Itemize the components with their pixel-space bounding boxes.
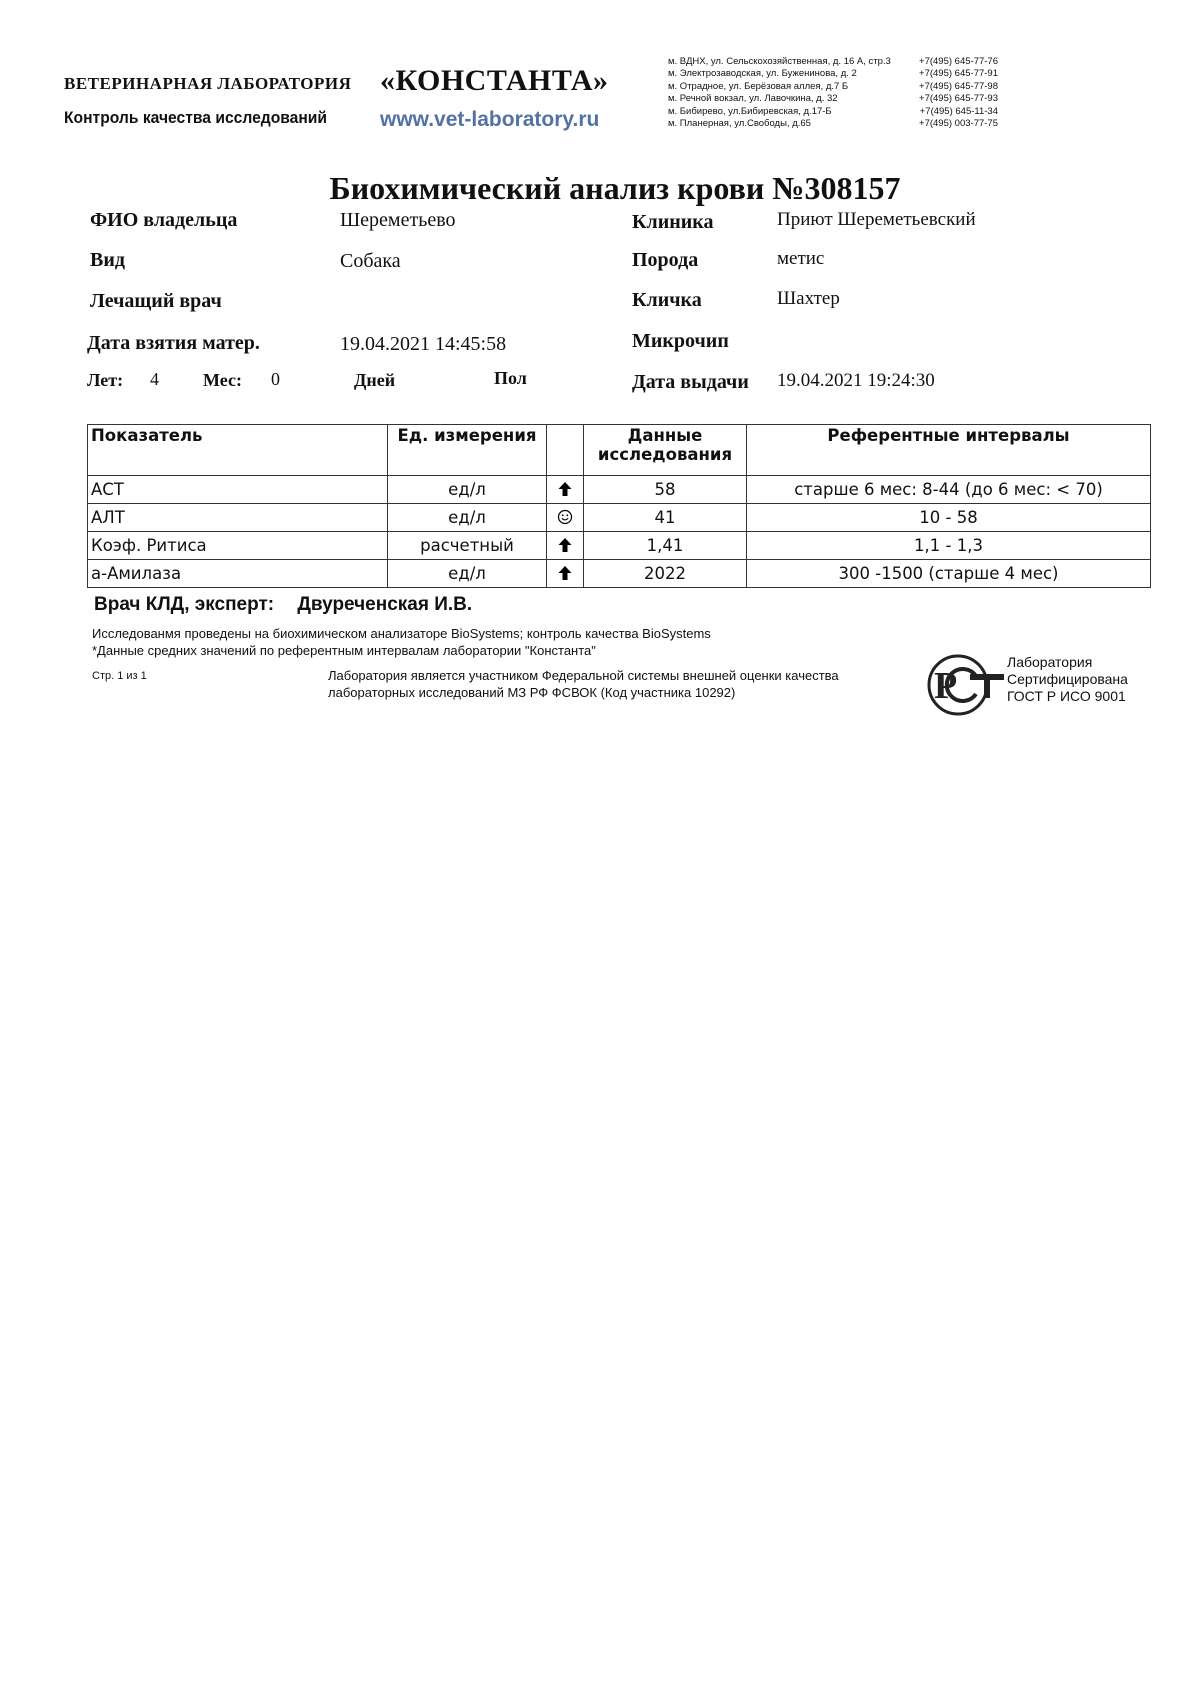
- table-row: [88, 532, 1151, 560]
- reference-note: *Данные средних значений по референтным интервалам лаборатории "Константа": [92, 643, 596, 658]
- lab-website-link[interactable]: www.vet-laboratory.ru: [380, 108, 600, 131]
- owner-label: ФИО владельца: [90, 209, 238, 231]
- cell-result: 2022: [584, 560, 747, 588]
- species-value: Собака: [340, 250, 401, 272]
- lab-name: ВЕТЕРИНАРНАЯ ЛАБОРАТОРИЯ: [64, 74, 352, 93]
- address-row: [668, 118, 998, 130]
- species-label: Вид: [90, 249, 125, 271]
- cell-unit: ед/л: [388, 504, 547, 532]
- up-arrow-icon: [557, 537, 573, 553]
- address-row: [668, 56, 998, 68]
- cell-unit: ед/л: [388, 560, 547, 588]
- cell-flag: [547, 476, 584, 504]
- header-result-line1: Данные: [627, 426, 703, 445]
- years-value: 4: [150, 369, 159, 389]
- sample-date-label: Дата взятия матер.: [87, 332, 260, 354]
- cell-reference: 1,1 - 1,3: [747, 532, 1151, 560]
- phone-text: +7(495) 645-77-93: [919, 93, 998, 105]
- phone-text: +7(495) 645-77-76: [919, 56, 998, 67]
- issue-date-value: 19.04.2021 19:24:30: [777, 370, 935, 391]
- sex-label: Пол: [494, 368, 527, 388]
- certification-text: [1007, 654, 1157, 705]
- phone-text: +7(495) 645-77-91: [919, 68, 998, 80]
- sample-date-value: 19.04.2021 14:45:58: [340, 333, 507, 355]
- address-text: м. Речной вокзал, ул. Лавочкина, д. 32: [668, 93, 838, 105]
- address-row: [668, 106, 998, 118]
- header-result: [584, 425, 747, 476]
- months-value: 0: [271, 369, 280, 389]
- table-row: [88, 560, 1151, 588]
- table-row: [88, 504, 1151, 532]
- phone-text: +7(495) 645-11-34: [919, 105, 998, 117]
- cell-reference: 10 - 58: [747, 504, 1151, 532]
- table-header-row: [88, 425, 1151, 476]
- clinic-label: Клиника: [632, 211, 714, 233]
- cell-parameter: а-Амилаза: [88, 560, 388, 588]
- cert-line: ГОСТ Р ИСО 9001: [1007, 688, 1126, 704]
- address-text: м. ВДНХ, ул. Сельскохозяйственная, д. 16 А, стр.3: [668, 56, 891, 67]
- lab-brand: «КОНСТАНТА»: [380, 64, 609, 97]
- cell-parameter: Коэф. Ритиса: [88, 532, 388, 560]
- breed-value: метис: [777, 248, 825, 269]
- results-table: [87, 424, 1151, 588]
- gost-certification-logo: [924, 652, 1006, 718]
- cell-parameter: АЛТ: [88, 504, 388, 532]
- up-arrow-icon: [557, 481, 573, 497]
- phone-text: +7(495) 645-77-98: [919, 80, 998, 92]
- cell-parameter: АСТ: [88, 476, 388, 504]
- lab-tagline: Контроль качества исследований: [64, 108, 328, 127]
- address-text: м. Бибирево, ул.Бибиревская, д.17-Б: [668, 105, 832, 117]
- nickname-label: Кличка: [632, 289, 702, 311]
- cell-flag: [547, 504, 584, 532]
- owner-value: Шереметьево: [340, 209, 456, 231]
- cell-flag: [547, 560, 584, 588]
- years-label: Лет:: [87, 370, 124, 390]
- header-parameter: Показатель: [88, 425, 388, 476]
- nickname-value: Шахтер: [777, 288, 840, 309]
- phone-text: +7(495) 003-77-75: [919, 118, 998, 130]
- up-arrow-icon: [557, 565, 573, 581]
- fsvok-note: Лаборатория является участником Федеральной системы внешней оценки качества лабораторных исследований МЗ РФ ФСВОК (Код участника 10292): [328, 668, 839, 700]
- document-title: Биохимический анализ крови №308157: [329, 170, 901, 206]
- address-row: [668, 93, 998, 105]
- days-label: Дней: [354, 370, 396, 390]
- cell-reference: старше 6 мес: 8-44 (до 6 мес: < 70): [747, 476, 1151, 504]
- cell-result: 41: [584, 504, 747, 532]
- issue-date-label: Дата выдачи: [632, 371, 749, 393]
- header-result-line2: исследования: [597, 445, 733, 464]
- lab-doctor: [94, 594, 472, 616]
- cert-line: Сертифицирована: [1007, 671, 1128, 687]
- cell-result: 58: [584, 476, 747, 504]
- cell-flag: [547, 532, 584, 560]
- table-row: [88, 476, 1151, 504]
- header-reference: Референтные интервалы: [747, 425, 1151, 476]
- doctor-label: Лечащий врач: [90, 290, 222, 312]
- cert-line: Лаборатория: [1007, 654, 1093, 670]
- lab-doctor-name: Двуреченская И.В.: [297, 594, 473, 615]
- cell-unit: ед/л: [388, 476, 547, 504]
- breed-label: Порода: [632, 249, 699, 271]
- lab-doctor-label: Врач КЛД, эксперт:: [94, 594, 275, 615]
- clinic-value: Приют Шереметьевский: [777, 209, 976, 230]
- address-list: [668, 56, 998, 130]
- cell-reference: 300 -1500 (старше 4 мес): [747, 560, 1151, 588]
- analyzer-note: Исследованмя проведены на биохимическом анализаторе BioSystems; контроль качества BioSystems: [92, 626, 711, 641]
- address-row: [668, 81, 998, 93]
- address-row: [668, 68, 998, 80]
- microchip-label: Микрочип: [632, 330, 729, 352]
- header-flag: [547, 425, 584, 476]
- svg-text:Р: Р: [934, 665, 958, 707]
- page-number: Стр. 1 из 1: [92, 670, 147, 682]
- header-unit: Ед. измерения: [388, 425, 547, 476]
- smiley-icon: [557, 509, 573, 525]
- months-label: Мес:: [203, 370, 242, 390]
- address-text: м. Электрозаводская, ул. Буженинова, д. 2: [668, 68, 857, 80]
- cell-result: 1,41: [584, 532, 747, 560]
- address-text: м. Планерная, ул.Свободы, д.65: [668, 118, 811, 130]
- address-text: м. Отрадное, ул. Берёзовая аллея, д.7 Б: [668, 80, 849, 92]
- cell-unit: расчетный: [388, 532, 547, 560]
